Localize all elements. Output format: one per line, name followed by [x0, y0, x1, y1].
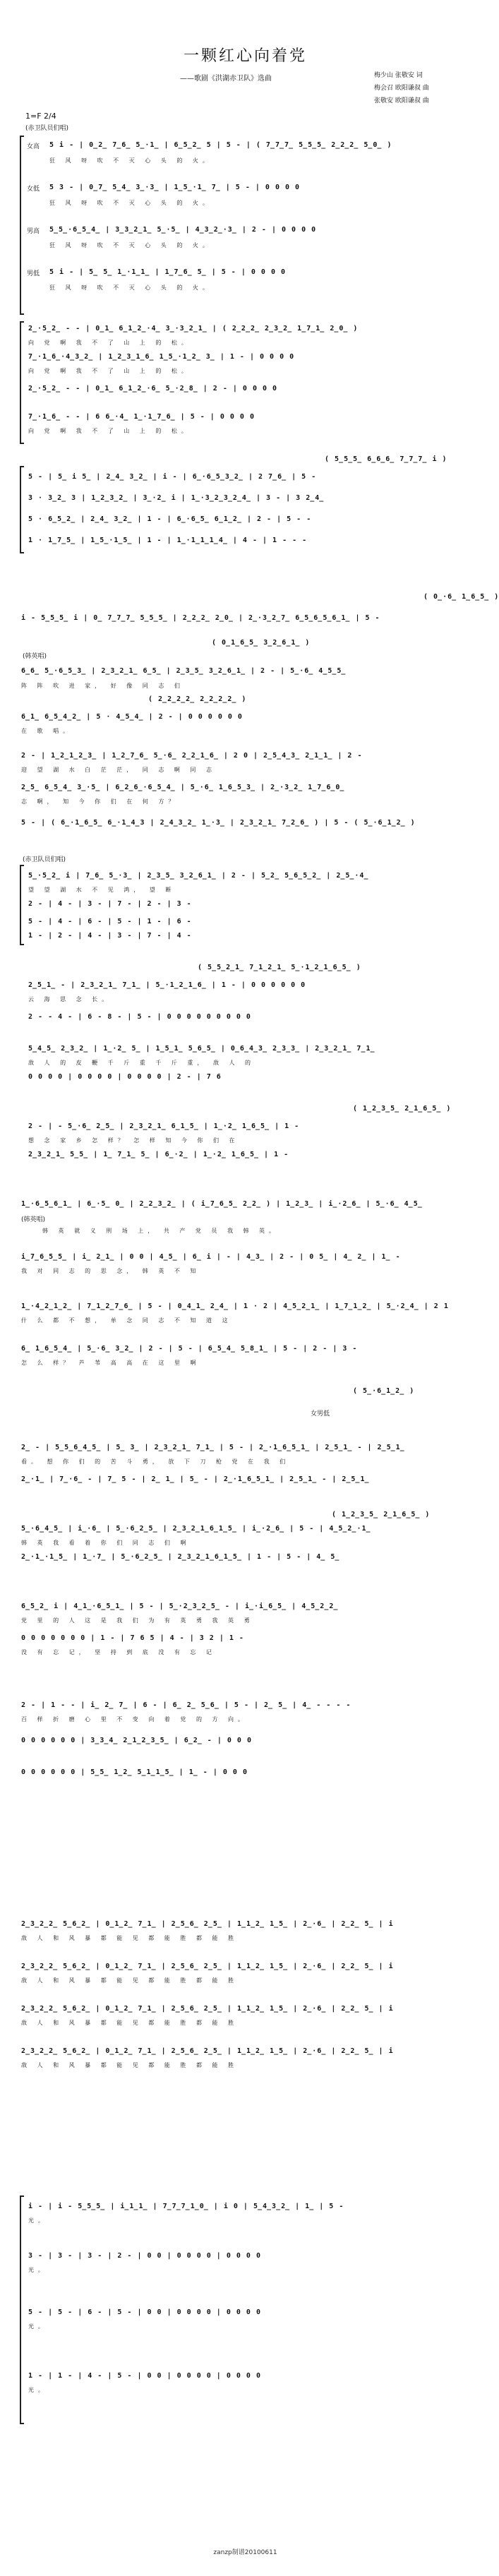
notation-row: 2̲3̲2̲2̲ 5̲6̲2̲ | 0̲1̲2̲ 7̲1̲ | 2̲5̲6̲ 2̲5̲ | 1̲1̲2̲ 1̲5̲ | 2̲·6̲ | 2̲2̲ 5̲ | i — [21, 2047, 394, 2055]
lyric-line: 云 海 思 念 长。 — [28, 996, 112, 1002]
section-note: (韩英唱) — [23, 653, 47, 660]
lyric-line: 光。 — [28, 2267, 48, 2273]
section-note: 女男低 — [311, 1410, 330, 1418]
notation-row: 2̲·1̲·1̲5̲ | 1̲·7̲ | 5̲·6̲2̲5̲ | 2̲3̲2̲1̲6̲1̲5̲ | 1 - | 5 - | 4̲ 5̲ — [21, 1553, 340, 1561]
notation-row: 2̲ - | 5̲5̲6̲4̲5̲ | 5̲ 3̲ | 2̲3̲2̲1̲ 7̲1̲ | 5 - | 2̲·1̲6̲5̲1̲ | 2̲5̲1̲ - | 2̲5̲1̲ — [21, 1444, 405, 1451]
notation-row: 3 · 3̲2̲ 3 | 1̲2̲3̲2̲ | 3̲·2̲ i | 1̲·3̲2̲3̲2̲4̲ | 3 - | 3 2̲4̲ — [28, 494, 325, 502]
notation-row: 5 - | 4 - | 6 - | 5 - | 1 - | 6 - — [28, 918, 192, 925]
section-note: (韩英唱) — [21, 1216, 46, 1223]
lyric-line: 百 样 折 磨 心 里 不 变 向 着 党 的 方 向。 — [21, 1716, 248, 1723]
notation-row: 2̲3̲2̲1̲ 5̲5̲ | 1̲ 7̲1̲ 5̲ | 6̲·2̲ | 1̲·2̲ 1̲6̲5̲ | 1 - — [28, 1151, 289, 1158]
notation-row: ( 5̲5̲5̲ 6̲6̲6̲ 7̲7̲7̲ i ) — [325, 455, 447, 463]
notation-row: 2̲5̲ 6̲5̲4̲ 3̲·5̲ | 6̲2̲6̲·6̲5̲4̲ | 5̲·6̲ 1̲6̲5̲3̲ | 2̲·3̲2̲ 1̲7̲6̲0̲ — [21, 784, 345, 791]
footer-credit: zanzp制谱20100611 — [213, 2549, 277, 2556]
notation-row: 1̲·4̲2̲1̲2̲ | 7̲1̲2̲7̲6̲ | 5 - | 0̲4̲1̲ 2̲4̲ | 1 · 2 | 4̲5̲2̲1̲ | 1̲7̲1̲2̲ | 5̲·2̲4̲ | 2 1 — [21, 1302, 449, 1310]
lyric-line: 韩 英 就 义 刑 场 上， 共 产 党 员 我 韩 英。 — [42, 1228, 279, 1234]
lyric-line: 怎 么 样？ 芦 苇 高 高 在 这 里 啊 — [21, 1360, 200, 1366]
key-signature: 1=F 2/4 — [25, 112, 56, 121]
lyric-line: 光。 — [28, 2387, 48, 2393]
notation-row: 2 - | 4 - | 3 - | 7 - | 2 - | 3 - — [28, 900, 192, 908]
lyric-line: 韩 英 我 看 着 你 们 同 志 们 啊 — [21, 1540, 191, 1546]
notation-row: ( 5̲·6̲1̲2̲ ) — [353, 1387, 415, 1395]
system-brace — [20, 865, 24, 945]
notation-row: 6̲5̲2̲ i | 4̲1̲·6̲5̲1̲ | 5 - | 5̲·2̲3̲2̲5̲ - | i̲·i̲6̲5̲ | 4̲5̲2̲2̲ — [21, 1602, 339, 1610]
system-brace — [20, 466, 24, 553]
system-brace — [20, 2195, 24, 2424]
notation-row: 2 - | 1 - - | i̲ 2̲ 7̲ | 6 - | 6̲ 2̲ 5̲6̲ | 5 - | 2̲ 5̲ | 4̲ - - - - — [21, 1701, 351, 1709]
notation-row: 2̲3̲2̲2̲ 5̲6̲2̲ | 0̲1̲2̲ 7̲1̲ | 2̲5̲6̲ 2̲5̲ | 1̲1̲2̲ 1̲5̲ | 2̲·6̲ | 2̲2̲ 5̲ | i — [21, 1920, 394, 1928]
notation-row: 2̲·1̲ | 7̲·6̲ - | 7̲ 5 - | 2̲ 1̲ | 5̲ - | 2̲·1̲6̲5̲1̲ | 2̲5̲1̲ - | 2̲5̲1̲ — [21, 1475, 370, 1483]
section-note: (赤卫队员们唱) — [23, 856, 66, 863]
notation-row: 1 - | 1 - | 4 - | 5 - | 0 0 | 0 0 0 0 | 0 0 0 0 — [28, 2372, 261, 2380]
notation-row: 5 i - | 0̲2̲ 7̲6̲ 5̲·1̲ | 6̲5̲2̲ 5 | 5 - | ( 7̲7̲7̲ 5̲5̲5̲ 2̲2̲2̲ 5̲0̲ ) — [49, 141, 392, 149]
performer-note: (赤卫队员们唱) — [25, 125, 69, 132]
lyric-line: 光。 — [28, 2323, 48, 2330]
lyric-line: 敌 人 和 风 暴 都 能 见 都 能 胜 都 能 胜 — [21, 2020, 239, 2026]
notation-row: 6̲6̲ 5̲·6̲5̲3̲ | 2̲3̲2̲1̲ 6̲5̲ | 2̲3̲5̲ 3̲2̲6̲1̲ | 2 - | 5̲·6̲ 4̲5̲5̲ — [21, 667, 347, 675]
notation-row: 2̲·5̲2̲ - - | 0̲1̲ 6̲1̲2̲·4̲ 3̲·3̲2̲1̲ | ( 2̲2̲2̲ 2̲3̲2̲ 1̲7̲1̲ 2̲0̲ ) — [28, 325, 359, 333]
notation-row: i - 5̲5̲5̲ i | 0̲ 7̲7̲7̲ 5̲5̲5̲ | 2̲2̲2̲ 2̲0̲ | 2̲·3̲2̲7̲ 6̲5̲6̲5̲6̲1̲ | 5 - — [21, 614, 380, 622]
lyric-line: 看。 想 你 们 的 苦 斗 勇， 放 下 刀 枪 党 在 我 们 — [21, 1458, 290, 1465]
lyric-line: 向 党 啊 我 不 了 山 上 的 松。 — [28, 368, 191, 374]
notation-row: 5̲·5̲2̲ i | 7̲6̲ 5̲·3̲ | 2̲3̲5̲ 3̲2̲6̲1̲ | 2 - | 5̲2̲ 5̲6̲5̲2̲ | 2̲5̲·4̲ — [28, 872, 369, 880]
system-brace — [20, 136, 24, 315]
part-label-tenor: 男高 — [27, 228, 40, 235]
notation-row: 3 - | 3 - | 3 - | 2 - | 0 0 | 0 0 0 0 | 0 0 0 0 — [28, 2252, 261, 2260]
lyric-line: 狂 风 呀 吹 不 灭 心 头 的 火。 — [49, 242, 212, 248]
lyric-line: 狂 风 呀 吹 不 灭 心 头 的 火。 — [49, 200, 212, 206]
notation-row: 5 - | ( 6̲·1̲6̲5̲ 6̲·1̲4̲3 | 2̲4̲3̲2̲ 1̲·3̲ | 2̲3̲2̲1̲ 7̲2̲6̲ ) | 5 - ( 5̲·6̲1̲2̲ ) — [21, 819, 416, 827]
notation-row: 2̲·5̲2̲ - - | 0̲1̲ 6̲1̲2̲·6̲ 5̲·2̲8̲ | 2 - | 0 0 0 0 — [28, 385, 278, 393]
song-title: 一颗红心向着党 — [183, 47, 307, 65]
notation-row: 5̲4̲5̲ 2̲3̲2̲ | 1̲·2̲ 5̲ | 1̲5̲1̲ 5̲6̲5̲ | 0̲6̲4̲3̲ 2̲3̲3̲ | 2̲3̲2̲1̲ 7̲1̲ — [28, 1045, 375, 1053]
notation-row: 6̲1̲ 6̲5̲4̲2̲ | 5 · 4̲5̲4̲ | 2 - | 0 0 0 0 0 0 — [21, 713, 243, 721]
part-label-bass: 男低 — [27, 270, 40, 277]
notation-row: 5̲5̲·6̲5̲4̲ | 3̲3̲2̲1̲ 5̲·5̲ | 4̲3̲2̲·3̲ | 2 - | 0 0 0 0 — [49, 226, 317, 234]
notation-row: ( 5̲5̲2̲1̲ 7̲1̲2̲1̲ 5̲·1̲2̲1̲6̲5̲ ) — [198, 964, 361, 971]
lyric-line: 敌 人 的 皮 鞭 千 斤 重 千 斤 重， 敌 人 的 — [28, 1060, 255, 1066]
notation-row: 2 - | 1̲2̲1̲2̲3̲ | 1̲2̲7̲6̲ 5̲·6̲ 2̲2̲1̲6̲ | 2 0 | 2̲5̲4̲3̲ 2̲1̲1̲ | 2 - — [21, 752, 363, 760]
notation-row: 2̲3̲2̲2̲ 5̲6̲2̲ | 0̲1̲2̲ 7̲1̲ | 2̲5̲6̲ 2̲5̲ | 1̲1̲2̲ 1̲5̲ | 2̲·6̲ | 2̲2̲ 5̲ | i — [21, 1963, 394, 1970]
lyric-line: 敌 人 和 风 暴 都 能 见 都 能 胜 都 能 胜 — [21, 1977, 239, 1984]
lyricist-credit: 梅少山 张敬安 词 — [374, 72, 423, 79]
lyric-line: 什 么 都 不 想， 单 念 同 志 不 知 道 这 — [21, 1317, 232, 1324]
notation-row: 0 0 0 0 0 0 | 3̲3̲4̲ 2̲1̲2̲3̲5̲ | 6̲2̲ - | 0 0 0 — [21, 1737, 252, 1744]
lyric-line: 阵 阵 吹 进 家， 好 像 同 志 们 — [21, 683, 184, 689]
lyric-line: 敌 人 和 风 暴 都 能 见 都 能 胜 都 能 胜 — [21, 2062, 239, 2068]
notation-row: 0 0 0 0 0 0 0 | 1 - | 7 6 5 | 4 - | 3 2 | 1 - — [21, 1634, 244, 1642]
notation-row: 5 - | 5 - | 6 - | 5 - | 0 0 | 0 0 0 0 | 0 0 0 0 — [28, 2308, 261, 2316]
notation-row: 5̲·6̲4̲5̲ | i̲·6̲ | 5̲·6̲2̲5̲ | 2̲3̲2̲1̲6̲1̲5̲ | i̲·2̲6̲ | 5 - | 4̲5̲2̲·1̲ — [21, 1525, 371, 1533]
notation-row: i - | i - 5̲5̲5̲ | i̲1̲1̲ | 7̲7̲7̲1̲0̲ | i 0 | 5̲4̲3̲2̲ | 1̲ | 5 - — [28, 2203, 344, 2210]
lyric-line: 党 里 的 人 这 是 我 们 为 有 英 勇 我 英 勇 — [21, 1617, 254, 1624]
lyric-line: 向 党 啊 我 不 了 山 上 的 松。 — [28, 428, 191, 434]
notation-row: 5 i - | 5̲ 5̲ 1̲·1̲1̲ | 1̲7̲6̲ 5̲ | 5 - | 0 0 0 0 — [49, 268, 287, 276]
system-brace — [20, 321, 24, 444]
lyric-line: 狂 风 呀 吹 不 灭 心 头 的 火。 — [49, 284, 212, 291]
lyric-line: 敌 人 和 风 暴 都 能 见 都 能 胜 都 能 胜 — [21, 1935, 239, 1941]
notation-row: 2 - | - 5̲·6̲ 2̲5̲ | 2̲3̲2̲1̲ 6̲1̲5̲ | 1̲·2̲ 1̲6̲5̲ | 1 - — [28, 1122, 300, 1130]
notation-row: 5 3 - | 0̲7̲ 5̲4̲ 3̲·3̲ | 1̲5̲·1̲ 7̲ | 5 - | 0 0 0 0 — [49, 184, 301, 191]
composer-credit-1: 梅会召 欧阳谦叔 曲 — [374, 85, 429, 92]
composer-credit-2: 张敬安 欧阳谦叔 曲 — [374, 97, 429, 104]
notation-row: 5 - | 5̲ i 5̲ | 2̲4̲ 3̲2̲ | i - | 6̲·6̲5̲3̲2̲ | 2 7̲6̲ | 5 - — [28, 473, 317, 481]
lyric-line: 迎 望 湖 水 白 茫 茫， 同 志 啊 同 志 — [21, 767, 216, 773]
notation-row: ( 2̲2̲2̲2̲ 2̲2̲2̲2̲ ) — [148, 695, 247, 703]
lyric-line: 向 党 啊 我 不 了 山 上 的 松。 — [28, 340, 191, 346]
lyric-line: 望 望 湖 水 不 见 鸿， 望 断 — [28, 887, 176, 893]
song-subtitle: ——歌剧《洪湖赤卫队》选曲 — [180, 75, 272, 83]
notation-row: 1̲·6̲5̲6̲1̲ | 6̲·5̲ 0̲ | 2̲2̲3̲2̲ | ( i̲7̲6̲5̲ 2̲2̲ ) | 1̲2̲3̲ | i̲·2̲6̲ | 5̲·6̲ 4̲5̲ — [21, 1200, 423, 1208]
notation-row: 2 - - 4 - | 6 - 8 - | 5 - | 0 0 0 0 0 0 0 0 0 — [28, 1013, 251, 1021]
notation-row: 0 0 0 0 0 0 | 5̲5̲ 1̲2̲ 5̲1̲1̲5̲ | 1̲ - | 0 0 0 — [21, 1768, 248, 1776]
notation-row: 5 · 6̲5̲2̲ | 2̲4̲ 3̲2̲ | 1 - | 6̲·6̲5̲ 6̲1̲2̲ | 2 - | 5 - - — [28, 515, 312, 523]
notation-row: 7̲·1̲6̲·4̲3̲2̲ | 1̲2̲3̲1̲6̲ 1̲5̲·1̲2̲ 3̲ | 1 - | 0 0 0 0 — [28, 353, 295, 361]
notation-row: 1 - | 2 - | 4 - | 3 - | 7 - | 4 - — [28, 932, 192, 940]
notation-row: 2̲5̲1̲ - | 2̲3̲2̲1̲ 7̲1̲ | 5̲·1̲2̲1̲6̲ | 1 - | 0 0 0 0 0 0 — [28, 981, 306, 989]
credits — [374, 69, 429, 107]
lyric-line: 狂 风 呀 吹 不 灭 心 头 的 火。 — [49, 157, 212, 164]
notation-row: ( 1̲2̲3̲5̲ 2̲1̲6̲5̲ ) — [332, 1511, 431, 1518]
notation-row: ( 0̲1̲6̲5̲ 3̲2̲6̲1̲ ) — [212, 639, 311, 647]
notation-row: 0 0 0 0 | 0 0 0 0 | 0 0 0 0 | 2 - | 7 6 — [28, 1073, 222, 1081]
lyric-line: 没 有 忘 记， 坚 持 到 底 没 有 忘 记 — [21, 1649, 216, 1655]
lyric-line: 志 啊， 知 今 你 们 在 何 方？ — [21, 798, 179, 805]
part-label-alto: 女低 — [27, 186, 40, 193]
notation-row: 1 · 1̲7̲5̲ | 1̲5̲·1̲5̲ | 1 - | 1̲·1̲1̲1̲4̲ | 4 - | 1 - - - — [28, 537, 308, 544]
notation-row: 2̲3̲2̲2̲ 5̲6̲2̲ | 0̲1̲2̲ 7̲1̲ | 2̲5̲6̲ 2̲5̲ | 1̲1̲2̲ 1̲5̲ | 2̲·6̲ | 2̲2̲ 5̲ | i — [21, 2005, 394, 2013]
lyric-line: 光。 — [28, 2217, 48, 2224]
lyric-line: 在 歌 唱。 — [21, 728, 73, 734]
lyric-line: 想 念 家 乡 怎 样？ 怎 样 知 今 你 们 在 — [28, 1137, 239, 1144]
part-label-soprano: 女高 — [27, 143, 40, 150]
notation-row: i̲7̲6̲5̲5̲ | i̲ 2̲1̲ | 0 0 | 4̲5̲ | 6̲ i | - | 4̲3̲ | 2 - | 0 5̲ | 4̲ 2̲ | 1̲ - — [21, 1253, 401, 1261]
notation-row: 7̲·1̲6̲ - - | 6 6̲·4̲ 1̲·1̲7̲6̲ | 5 - | 0 0 0 0 — [28, 413, 255, 421]
lyric-line: 我 对 同 志 的 思 念， 韩 英 不 知 — [21, 1268, 200, 1274]
notation-row: ( 1̲2̲3̲5̲ 2̲1̲6̲5̲ ) — [353, 1105, 452, 1113]
notation-row: ( 0̲·6̲ 1̲6̲5̲ ) — [423, 593, 499, 601]
notation-row: 6̲ 1̲6̲5̲4̲ | 5̲·6̲ 3̲2̲ | 2 - | 5 - | 6̲5̲4̲ 5̲8̲1̲ | 5 - | 2 - | 3 - — [21, 1345, 358, 1353]
